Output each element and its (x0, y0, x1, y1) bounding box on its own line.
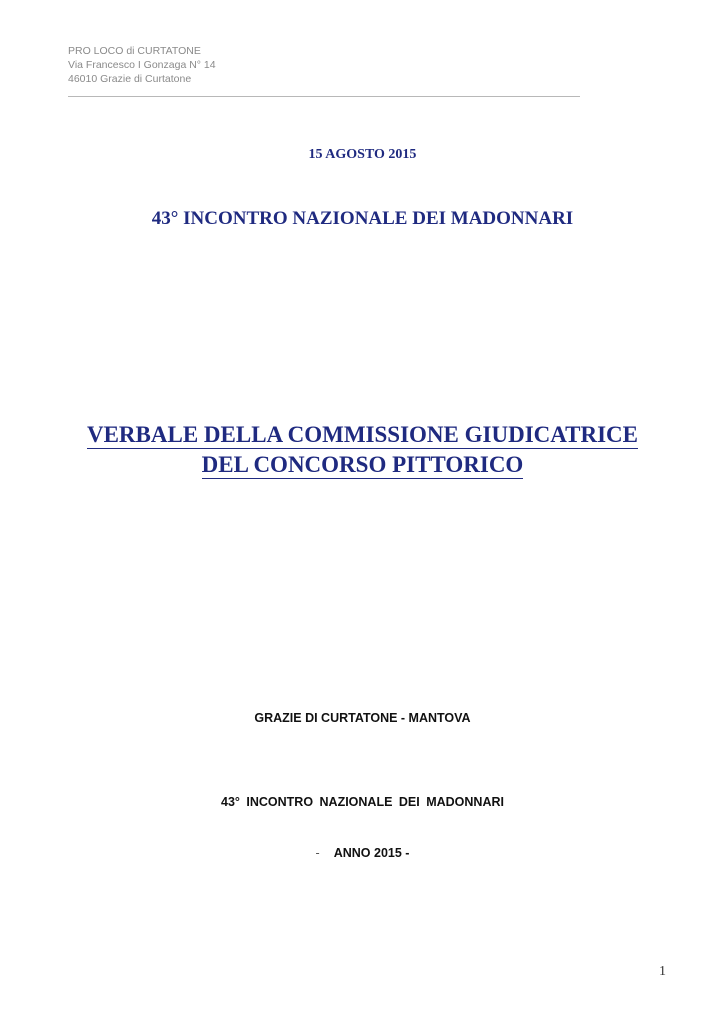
letterhead-divider (68, 96, 580, 97)
letterhead (68, 44, 588, 86)
event-place: GRAZIE DI CURTATONE - MANTOVA (254, 711, 471, 725)
page-number: 1 (659, 964, 666, 979)
year-dash: - (315, 846, 320, 860)
letterhead-address: Via Francesco I Gonzaga N° 14 (68, 59, 216, 71)
document-title-line1: VERBALE DELLA COMMISSIONE GIUDICATRICE (86, 422, 639, 447)
letterhead-city: 46010 Grazie di Curtatone (68, 73, 192, 85)
event-title: 43° INCONTRO NAZIONALE DEI MADONNARI (151, 208, 574, 229)
document-title-line2: DEL CONCORSO PITTORICO (201, 452, 524, 477)
event-year (0, 846, 725, 860)
letterhead-org-name: PRO LOCO di CURTATONE (68, 45, 201, 57)
year-label: ANNO 2015 - (333, 846, 410, 860)
event-subtitle: 43° INCONTRO NAZIONALE DEI MADONNARI (221, 795, 504, 809)
document-title (0, 420, 725, 480)
event-date: 15 AGOSTO 2015 (308, 147, 417, 162)
